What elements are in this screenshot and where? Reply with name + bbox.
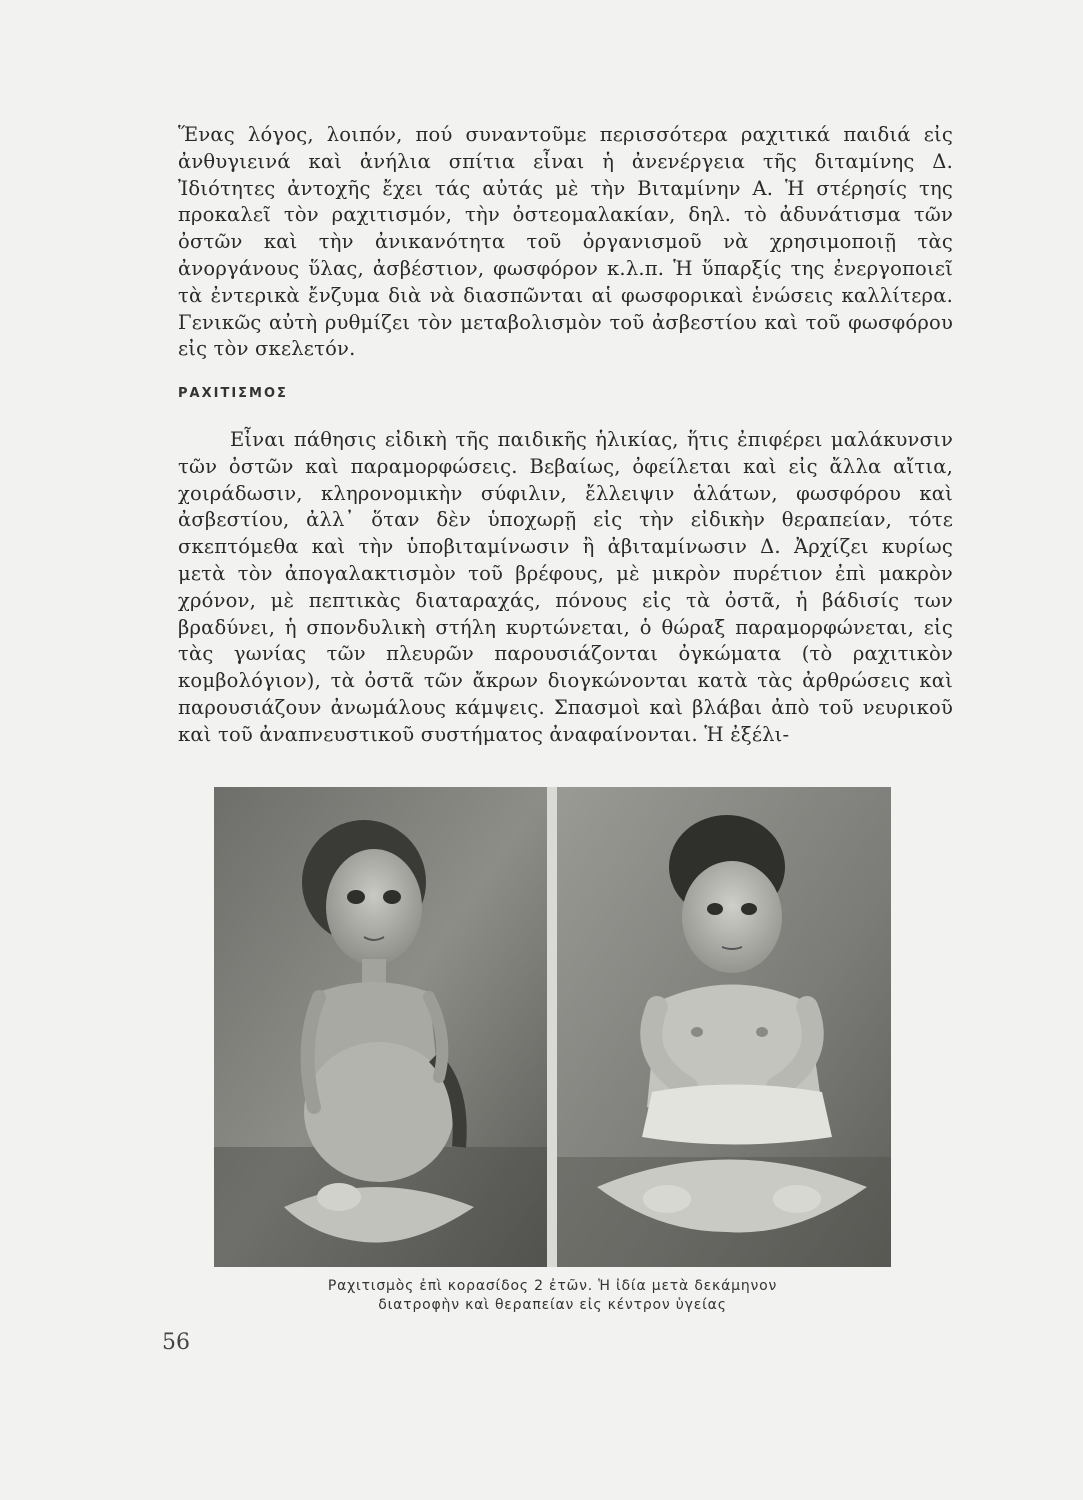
photo-child-after-image: [557, 787, 891, 1267]
paragraph-vitamin-d: Ἕνας λόγος, λοιπόν, πού συναντοῦμε περισσότερα ραχιτικά παιδιά εἰς ἀνθυγιεινά καὶ ἀνήλια σπίτια εἶναι ἡ ἀνενέργεια τῆς διταμίνης Δ. Ἰδιότητες ἀντοχῆς ἔχει τάς αὐτάς μὲ τὴν Βιταμίνην Α. Ἡ στέρησίς της προκαλεῖ τὸν ραχιτισμόν, τὴν ὀστεομαλακίαν, δηλ. τὸ ἀδυνάτισμα τῶν ὀστῶν καὶ τὴν ἀνικανότητα τοῦ ὀργανισμοῦ νὰ χρησιμοποιῇ τὰς ἀνοργάνους ὕλας, ἀσβέστιον, φωσφόρον κ.λ.π. Ἡ ὕπαρξίς της ἐνεργοποιεῖ τὰ ἐντερικὰ ἔνζυμα διὰ νὰ διασπῶνται αἱ φωσφορικαὶ ἑνώσεις καλλίτερα. Γενικῶς αὐτὴ ρυθμίζει τὸν μεταβολισμὸν τοῦ ἀσβεστίου καὶ τοῦ φωσφόρου εἰς τὸν σκελετόν.: [178, 123, 953, 361]
photo-child-after-treatment: [557, 787, 891, 1267]
section-heading: ΡΑΧΙΤΙΣΜΟΣ: [178, 386, 288, 401]
photo-child-before-treatment: [214, 787, 547, 1267]
photo-child-before-image: [214, 787, 547, 1267]
paragraph-rickets: Εἶναι πάθησις εἰδικὴ τῆς παιδικῆς ἡλικίας, ἥτις ἐπιφέρει μαλάκυνσιν τῶν ὀστῶν καὶ παραμορφώσεις. Βεβαίως, ὀφείλεται καὶ εἰς ἄλλα αἴτια, χοιράδωσιν, κληρονομικὴν σύφιλιν, ἔλλειψιν ἁλάτων, φωσφόρου καὶ ἀσβεστίου, ἀλλ᾽ ὅταν δὲν ὑποχωρῇ εἰς τὴν εἰδικὴν θεραπείαν, τότε σκεπτόμεθα καὶ τὴν ὑποβιταμίνωσιν ἢ ἀβιταμίνωσιν Δ. Ἀρχίζει κυρίως μετὰ τὸν ἀπογαλακτισμὸν τοῦ βρέφους, μὲ μικρὸν πυρέτιον ἐπὶ μακρὸν χρόνον, μὲ πεπτικὰς διαταραχάς, πόνους εἰς τὰ ὀστᾶ, ἡ βάδισίς των βραδύνει, ἡ σπονδυλικὴ στήλη κυρτώνεται, ὁ θώραξ παραμορφώνεται, εἰς τὰς γωνίας τῶν πλευρῶν παρουσιάζονται ὀγκώματα (τὸ ραχιτικὸν κομβολόγιον), τὰ ὀστᾶ τῶν ἄκρων διογκώνονται κατὰ τὰς ἀρθρώσεις καὶ παρουσιάζουν ἀνωμάλους κάμψεις. Σπασμοὶ καὶ βλάβαι ἀπὸ τοῦ νευρικοῦ καὶ τοῦ ἀναπνευστικοῦ συστήματος ἀναφαίνονται. Ἡ ἐξέλι-: [178, 428, 953, 746]
figure-photographs: [214, 787, 891, 1267]
page-number: 56: [162, 1330, 190, 1355]
caption-line-2: διατροφὴν καὶ θεραπείαν εἰς κέντρον ὑγείας: [378, 1297, 727, 1313]
figure-caption: [214, 1277, 891, 1315]
caption-line-1: Ραχιτισμὸς ἐπὶ κορασίδος 2 ἐτῶν. Ἡ ἰδία μετὰ δεκάμηνον: [327, 1278, 778, 1294]
